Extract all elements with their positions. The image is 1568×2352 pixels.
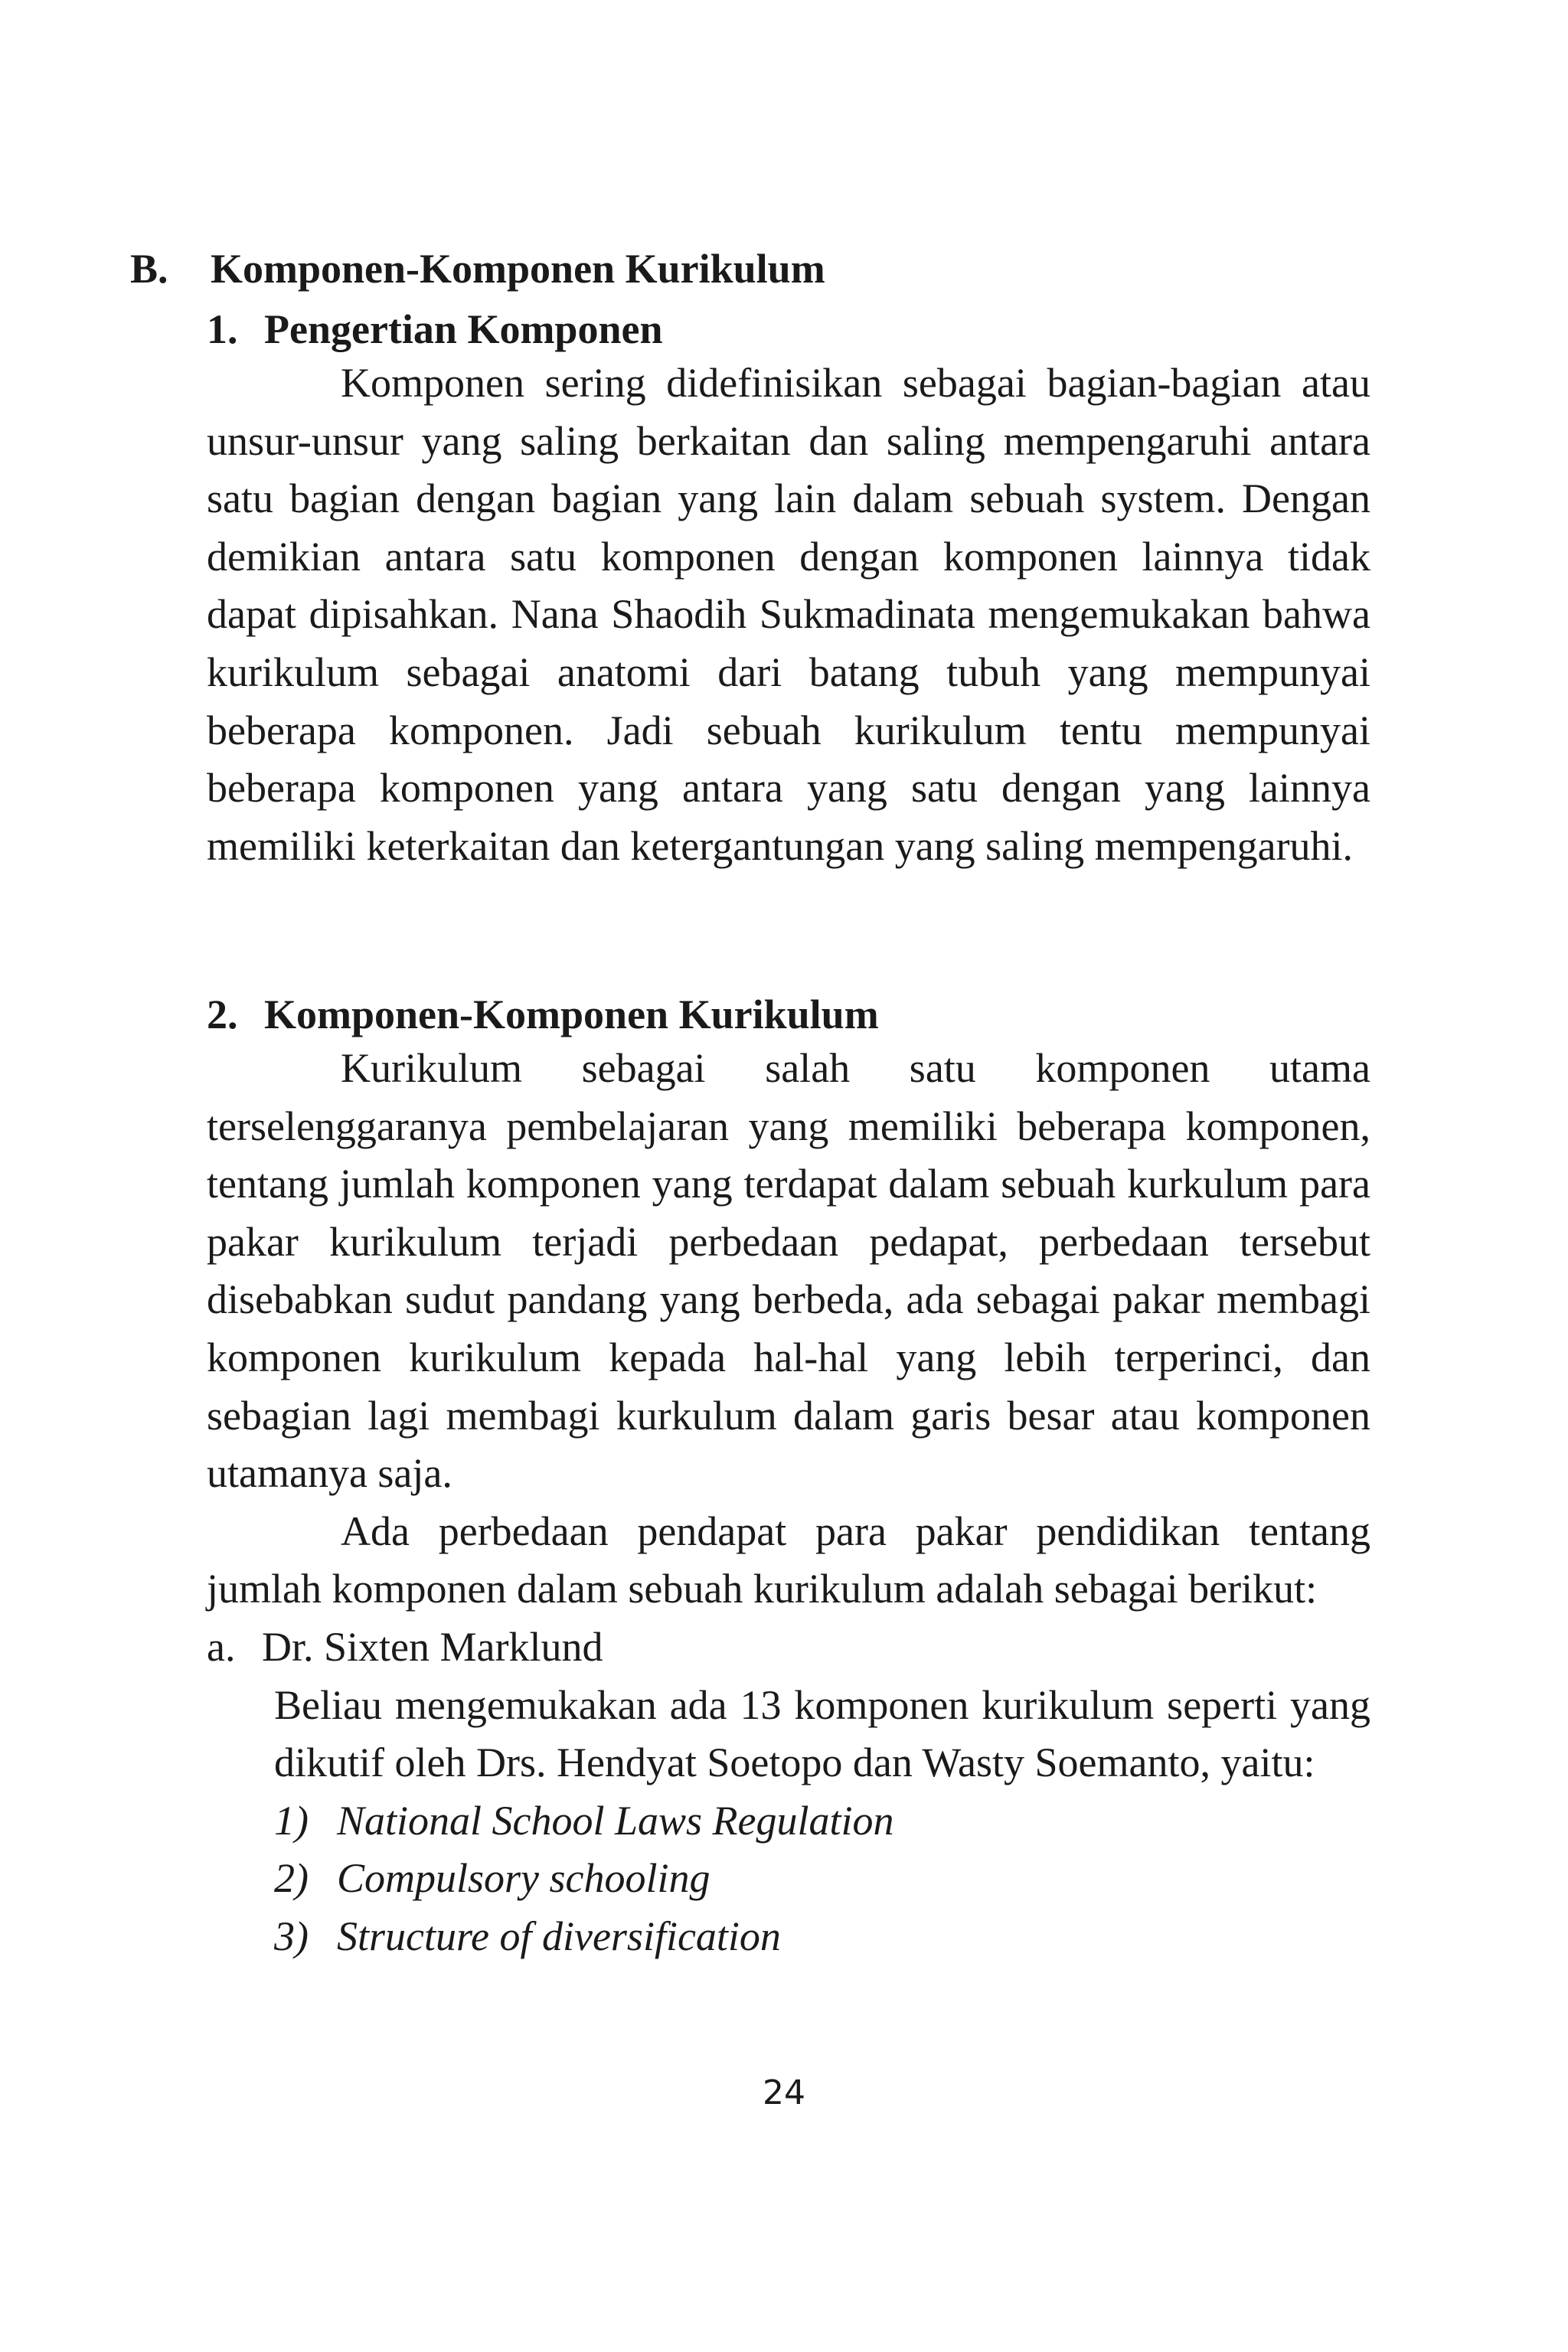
subsection-2-title: Komponen-Komponen Kurikulum: [264, 991, 879, 1037]
subsection-2-paragraph-1: Kurikulum sebagai salah satu komponen utama terselenggaranya pembelajaran yang memiliki beberapa komponen, tentang jumlah komponen yang terdapat dalam sebuah kurkulum para pakar kurikulum terjadi perbedaan pedapat, perbedaan tersebut disebabkan sudut pandang yang berbeda, ada sebagai pakar membagi komponen kurikulum kepada hal-hal yang lebih terperinci, dan sebagian lagi membagi kurkulum dalam garis besar atau komponen utamanya saja.: [207, 1045, 1370, 1497]
list-item-a-marker: a.: [207, 1623, 236, 1670]
subsection-2: [207, 989, 1370, 1966]
list-item-a-body: [274, 1677, 1370, 1966]
subsection-1-paragraph: Komponen sering didefinisikan sebagai bagian-bagian atau unsur-unsur yang saling berkaitan dan saling mempengaruhi antara satu bagian dengan bagian yang lain dalam sebuah system. Dengan demikian antara satu komponen dengan komponen lainnya tidak dapat dipisahkan. Nana Shaodih Sukmadinata mengemukakan bahwa kurikulum sebagai anatomi dari batang tubuh yang mempunyai beberapa komponen. Jadi sebuah kurikulum tentu mempunyai beberapa komponen yang antara yang satu dengan yang lainnya memiliki keterkaitan dan ketergantungan yang saling mempengaruhi.: [207, 360, 1370, 869]
subsection-1: [207, 304, 1370, 875]
list-item: [274, 1850, 1370, 1908]
list-item-number: 1): [274, 1797, 309, 1844]
component-list: [274, 1792, 1370, 1966]
list-item: [274, 1908, 1370, 1966]
list-item-text: National School Laws Regulation: [337, 1797, 894, 1844]
section-title: Komponen-Komponen Kurikulum: [211, 246, 825, 292]
list-item-number: 3): [274, 1913, 309, 1959]
subsection-1-heading: [207, 304, 1370, 354]
subsection-1-title: Pengertian Komponen: [264, 306, 663, 352]
list-item-a: [207, 1619, 1370, 1677]
section-number: B.: [130, 246, 168, 292]
list-item-a-name: Dr. Sixten Marklund: [262, 1623, 603, 1670]
list-item-text: Structure of diversification: [337, 1913, 781, 1959]
subsection-2-paragraph-2: Ada perbedaan pendapat para pakar pendidikan tentang jumlah komponen dalam sebuah kurikulum adalah sebagai berikut:: [207, 1508, 1370, 1612]
page-number: 24: [763, 2073, 805, 2112]
list-item-a-text: Beliau mengemukakan ada 13 komponen kurikulum seperti yang dikutif oleh Drs. Hendyat Soetopo dan Wasty Soemanto, yaitu:: [274, 1681, 1370, 1786]
list-item-number: 2): [274, 1855, 309, 1902]
subsection-1-number: 1.: [207, 306, 238, 352]
subsection-2-heading: [207, 989, 1370, 1040]
list-item: [274, 1792, 1370, 1851]
list-item-text: Compulsory schooling: [337, 1855, 710, 1902]
subsection-2-number: 2.: [207, 991, 238, 1037]
section-heading: [130, 243, 1386, 294]
